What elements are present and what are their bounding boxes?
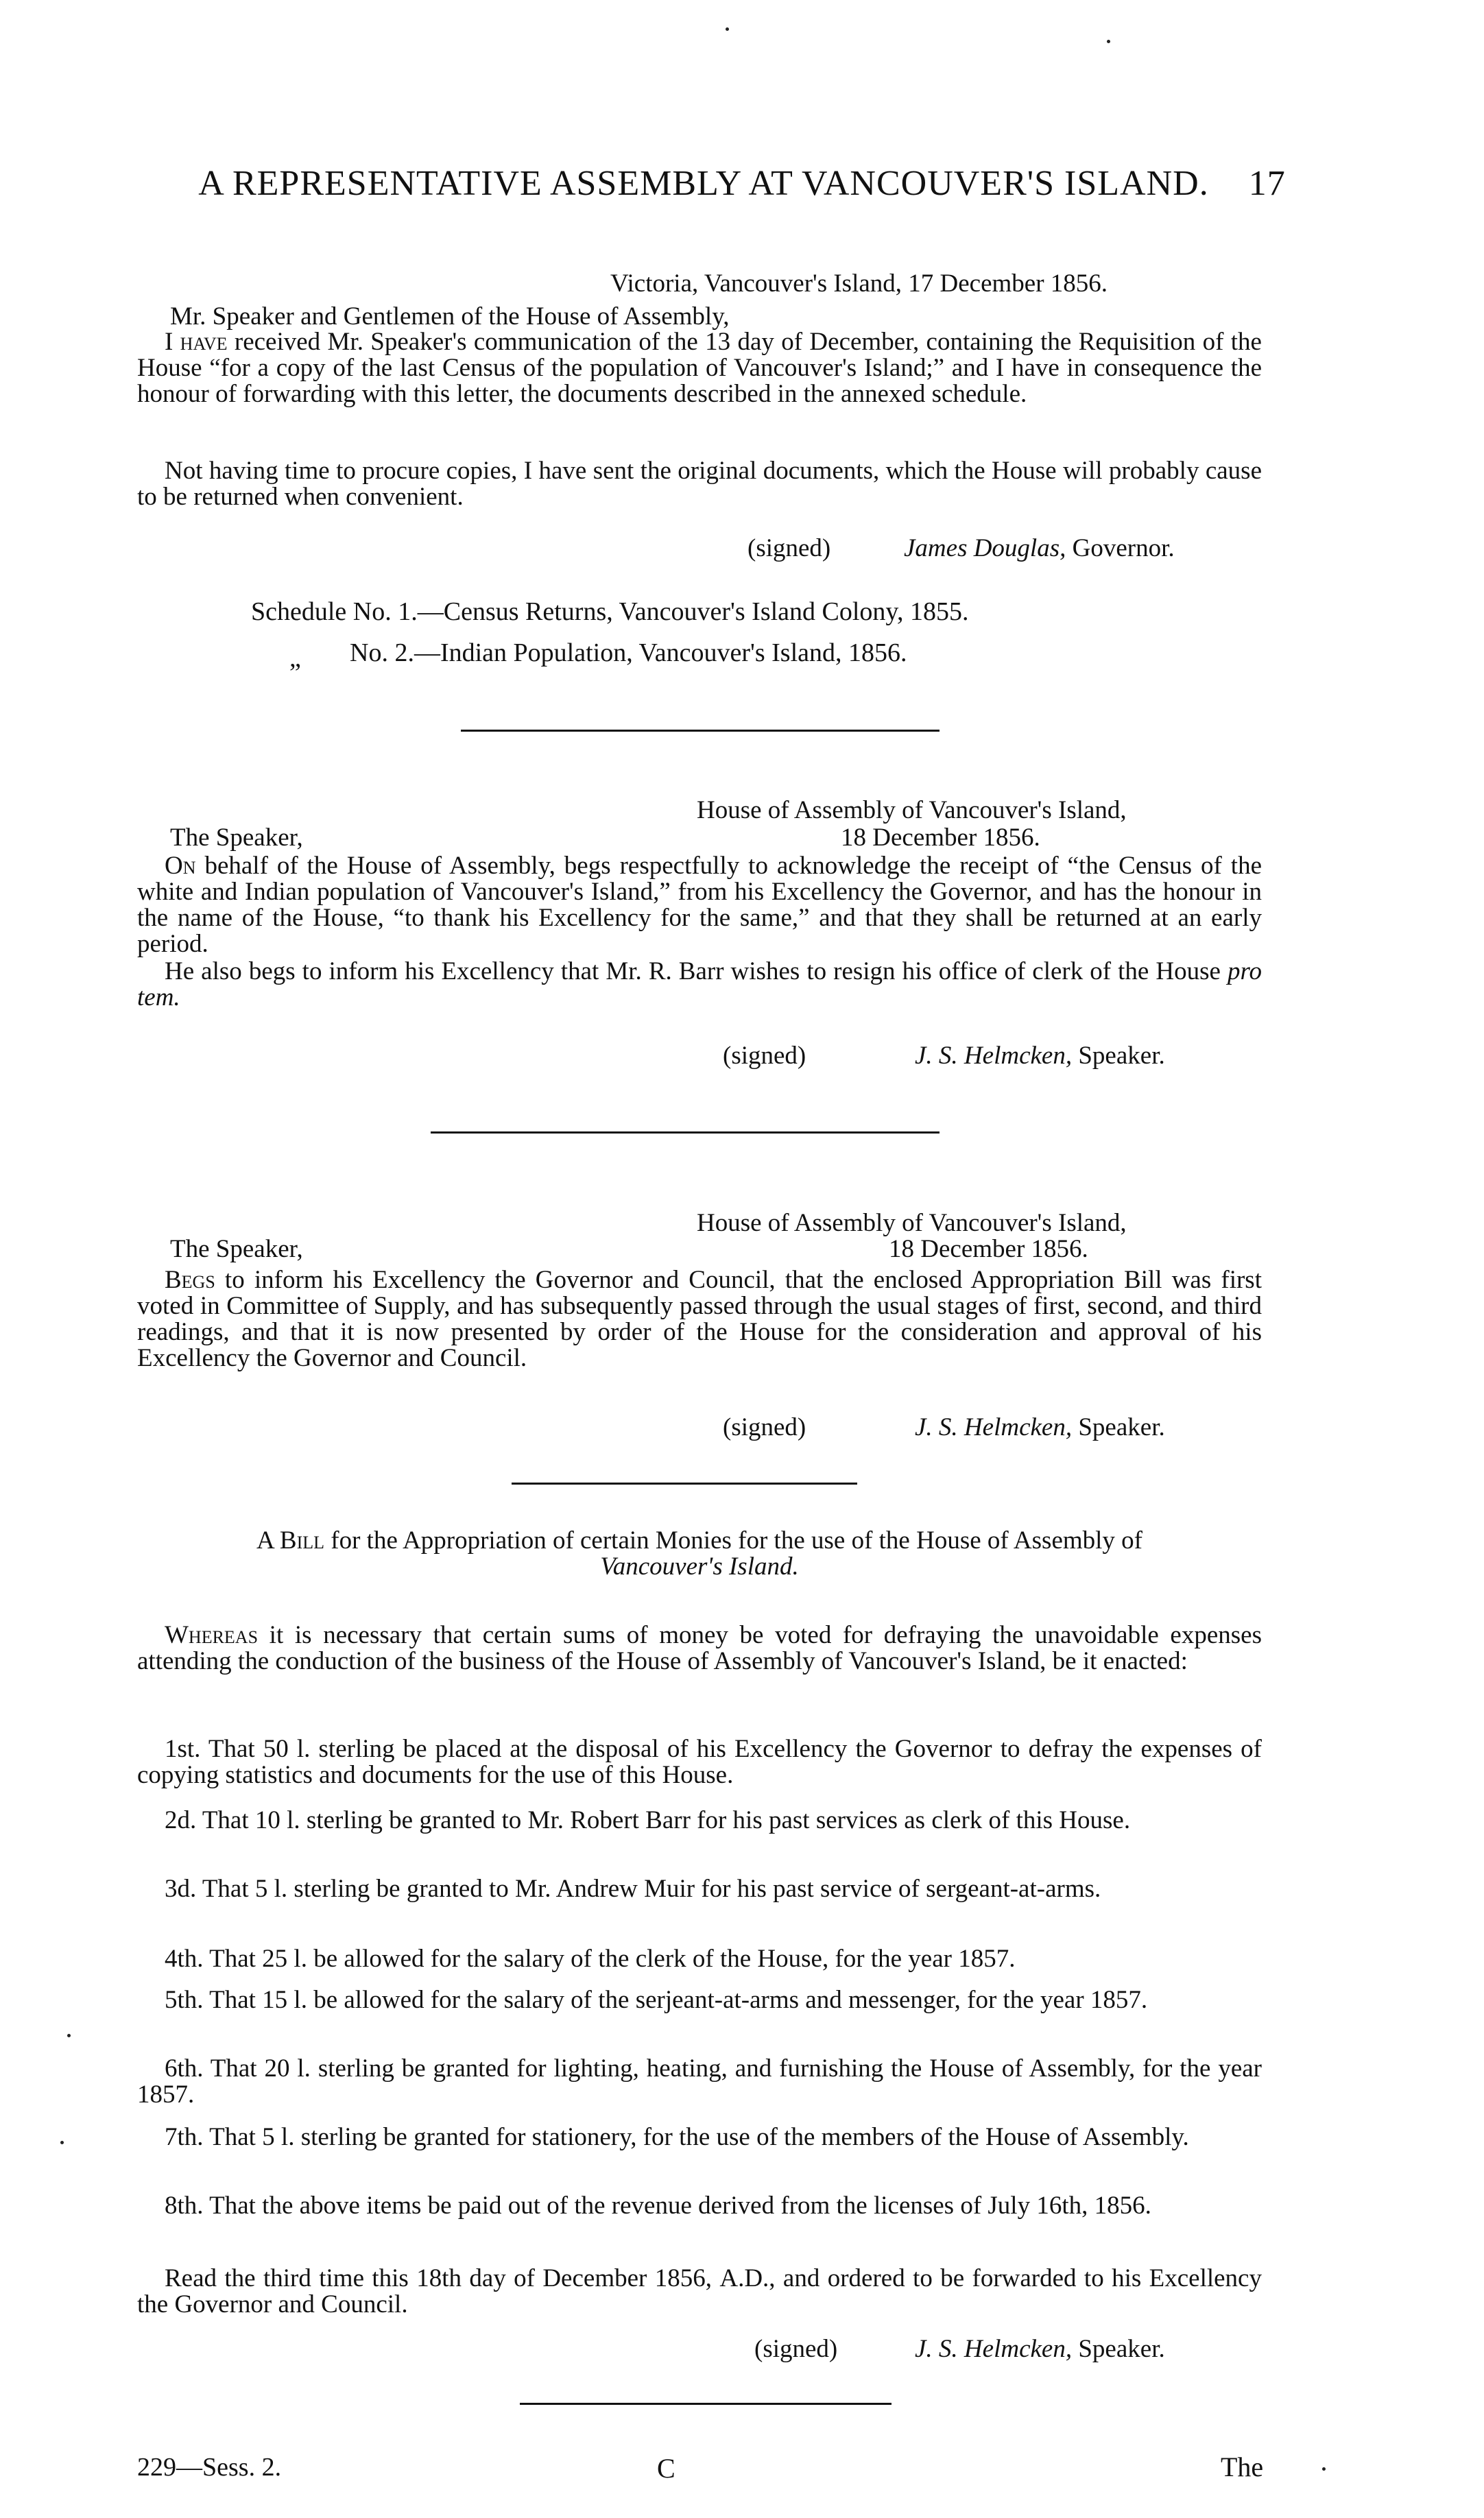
page-header xyxy=(0,163,1484,204)
dateline: Victoria, Vancouver's Island, 17 December 1856. xyxy=(610,269,1108,298)
signer-title: Speaker. xyxy=(1078,2335,1165,2363)
bill-item: 4th. That 25 l. be allowed for the salary of the clerk of the House, for the year 1857. xyxy=(165,1945,1016,1973)
paragraph-text: it is necessary that certain sums of money be voted for defraying the unavoidable expenses attending the conduction of the business of the House of Assembly of Vancouver's Island, be it enacted: xyxy=(137,1621,1262,1675)
section-rule xyxy=(520,2403,891,2405)
bill-heading xyxy=(137,1528,1262,1580)
lead-word: On xyxy=(165,852,196,880)
bill-item: 3d. That 5 l. sterling be granted to Mr. Andrew Muir for his past service of sergeant-at-arms. xyxy=(165,1875,1101,1903)
bill-item: 5th. That 15 l. be allowed for the salary of the serjeant-at-arms and messenger, for the year 1857. xyxy=(165,1986,1148,2014)
letter3-from: House of Assembly of Vancouver's Island, xyxy=(697,1209,1127,1237)
paragraph-text: to inform his Excellency the Governor and Council, that the enclosed Appropriation Bill was first voted in Committee of Supply, and has subsequently passed through the usual stages of first, second, and third readings, and that it is now presented by order of the House for the consideration and approval of his Excellency the Governor and Council. xyxy=(137,1266,1262,1372)
letter3-addressee: The Speaker, xyxy=(170,1235,303,1263)
bill-preamble xyxy=(137,1622,1262,1675)
letter2-from: House of Assembly of Vancouver's Island, xyxy=(697,796,1127,824)
bill-item: 1st. That 50 l. sterling be placed at the disposal of his Excellency the Governor to defray the expenses of copying statistics and documents for the use of this House. xyxy=(137,1735,1262,1789)
letter3-date: 18 December 1856. xyxy=(889,1235,1088,1263)
scan-speck xyxy=(67,2034,71,2037)
schedule-item-1: Schedule No. 1.—Census Returns, Vancouver's Island Colony, 1855. xyxy=(251,597,969,626)
lead-word: Begs xyxy=(165,1266,215,1294)
paragraph-text: behalf of the House of Assembly, begs respectfully to acknowledge the receipt of “the Census of the white and Indian population of Vancouver's Island,” from his Excellency the Governor, and has the honour in the name of the House, “to thank his Excellency for the same,” and that they shall be returned at an early period. xyxy=(137,852,1262,958)
closing-ad: A.D. xyxy=(719,2264,769,2292)
paragraph-text: He also begs to inform his Excellency that Mr. R. Barr wishes to resign his office of clerk of the House xyxy=(165,957,1228,985)
signed-label: (signed) xyxy=(754,2335,838,2363)
signature-line xyxy=(915,1041,1165,1070)
signer-name: J. S. Helmcken, xyxy=(915,1042,1073,1070)
letter1-paragraph-1 xyxy=(137,329,1262,407)
signer-name: James Douglas, xyxy=(904,534,1066,562)
lead-word: I have xyxy=(165,328,228,356)
schedule-item-2: No. 2.—Indian Population, Vancouver's Island, 1856. xyxy=(350,638,907,667)
letter2-date: 18 December 1856. xyxy=(841,824,1040,852)
signed-label: (signed) xyxy=(747,534,831,562)
signed-label: (signed) xyxy=(723,1413,806,1441)
salutation: Mr. Speaker and Gentlemen of the House of Assembly, xyxy=(170,302,730,331)
letter2-paragraph-1 xyxy=(137,853,1262,957)
section-rule xyxy=(461,730,940,732)
signature-mark: C xyxy=(657,2453,675,2484)
session-number: 229—Sess. 2. xyxy=(137,2453,282,2482)
catchword: The xyxy=(1221,2451,1264,2482)
bill-item: 2d. That 10 l. sterling be granted to Mr. Robert Barr for his past services as clerk of this House. xyxy=(165,1806,1131,1834)
letter2-paragraph-2 xyxy=(137,959,1262,1011)
bill-item: 7th. That 5 l. sterling be granted for stationery, for the use of the members of the House of Assembly. xyxy=(165,2123,1189,2151)
signer-title: Speaker. xyxy=(1078,1042,1165,1070)
bill-closing xyxy=(137,2266,1262,2318)
page-title: A REPRESENTATIVE ASSEMBLY AT VANCOUVER'S ISLAND. xyxy=(198,164,1209,203)
signer-title: Speaker. xyxy=(1078,1413,1165,1441)
closing-text: Read the third time this 18th day of December 1856, xyxy=(165,2264,720,2292)
letter1-paragraph-2: Not having time to procure copies, I have sent the original documents, which the House will probably cause to be returned when convenient. xyxy=(137,457,1262,511)
signer-name: J. S. Helmcken, xyxy=(915,1413,1073,1441)
scan-speck xyxy=(1322,2467,1326,2471)
section-rule xyxy=(431,1131,940,1134)
signature-line xyxy=(915,1413,1165,1442)
schedule-ditto-mark: „ xyxy=(289,644,301,673)
scan-speck xyxy=(726,27,729,31)
paragraph-text: received Mr. Speaker's communication of the 13 day of December, containing the Requisition of the House “for a copy of the last Census of the population of Vancouver's Island;” and I have in consequence the honour of forwarding with this letter, the documents described in the annexed schedule. xyxy=(137,328,1262,408)
closing-text-end: , and ordered to be forwarded to his Excellency the Governor and Council. xyxy=(137,2264,1262,2318)
signed-label: (signed) xyxy=(723,1042,806,1070)
signature-line xyxy=(904,533,1175,563)
bill-item: 8th. That the above items be paid out of the revenue derived from the licenses of July 16th, 1856. xyxy=(165,2192,1151,2220)
bill-heading-text: for the Appropriation of certain Monies for the use of the House of Assembly of xyxy=(324,1526,1142,1555)
letter3-paragraph-1 xyxy=(137,1267,1262,1371)
bill-item: 6th. That 20 l. sterling be granted for lighting, heating, and furnishing the House of Assembly, for the year 1857. xyxy=(137,2054,1262,2109)
letter2-addressee: The Speaker, xyxy=(170,824,303,852)
section-rule xyxy=(512,1483,857,1485)
page-number: 17 xyxy=(1248,164,1286,203)
bill-heading-lead: A Bill xyxy=(256,1526,325,1555)
signer-title: Governor. xyxy=(1072,534,1175,562)
paragraph-italic: pro tem. xyxy=(137,957,1262,1011)
signer-name: J. S. Helmcken, xyxy=(915,2335,1073,2363)
bill-heading-italic: Vancouver's Island. xyxy=(600,1552,799,1581)
signature-line xyxy=(915,2334,1165,2364)
lead-word: Whereas xyxy=(165,1621,259,1649)
scan-speck xyxy=(1107,40,1110,43)
scan-speck xyxy=(60,2141,64,2144)
